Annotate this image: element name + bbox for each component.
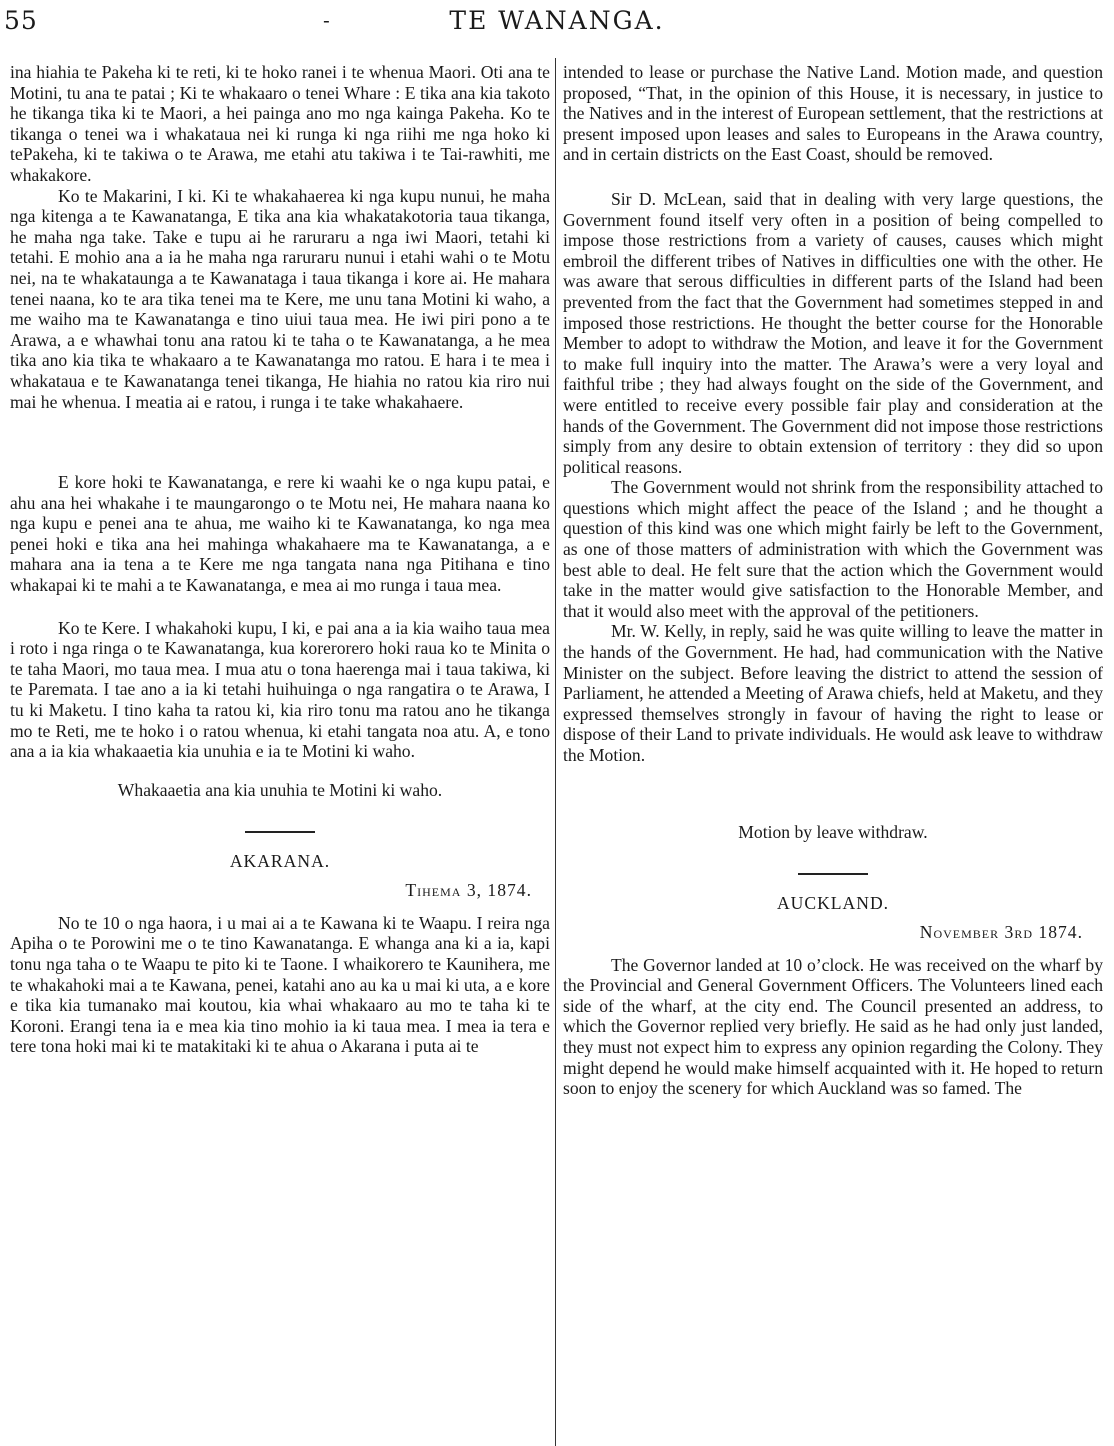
paragraph: Ko te Kere. I whakahoki kupu, I ki, e pai ana a ia kia waiho taua mea i roto i nga ringa o te Kawanatanga, kua korerorero hoki raua ko te Minita o te taha Maori, mo taua mea. I mua atu o tona haerenga mai i taua takiwa, ki te Paremata. I tae ano a ia ki tetahi huihuinga o nga rangatira o te Arawa, I tu ki Maketu. I tino kaha ta ratou ki, kia riro tonu ma ratou ano he tikanga mo te Reti, me te hoko i o ratou whenua, ki etahi tangata noa atu. A, e tono ana a ia kia whakaaetia kia unuhia e ia te Motini ki waho. [10,617,550,762]
section-title: AUCKLAND. [776,892,890,913]
paragraph: ina hiahia te Pakeha ki te reti, ki te hoko ranei i te whenua Maori. Oti ana te Motini, tu ana te patai ; Ki te whakaaro o tenei Whare : E tika ana kia takoto he tikanga tika ki te Maori, a hei painga ano mo nga kainga Pakeha. Ko te tikanga o tenei wa i whakataua nei ki runga ki nga riihi me nga hoko ki tePakeha, ki te takiwa o te Arawa, me etahi atu takiwa i te Tai-rawhiti, me whakakore. [10,62,550,185]
page-header [0,0,1114,40]
paragraph: Mr. W. Kelly, in reply, said he was quite willing to leave the matter in the hands of the Government. He had, had communication with the Native Minister on the subject. Before leaving the district to attend the session of Parliament, he attended a Meeting of Arawa chiefs, held at Maketu, and they expressed themselves strongly in favour of having the right to lease or dispose of their Land to private individuals. He would ask leave to withdraw the Motion. [563,621,1103,765]
paragraph: intended to lease or purchase the Native Land. Motion made, and question proposed, “That, in the opinion of this House, it is necessary, in justice to the Natives and in the interest of European settlement, that the restrictions at present imposed upon leases and sales to Europeans in the Arawa country, and in certain districts on the East Coast, should be removed. [563,62,1103,165]
paragraph: Ko te Makarini, I ki. Ki te whakahaerea ki nga kupu nunui, he maha nga kitenga a te Kawanatanga, E tika ana kia whakatakotoria taua tikanga, he maha nga take. Take e tupu ai he raruraru a nga iwi Maori, tetahi ki tetahi. E mohio ana a ia he maha nga raruraru nunui i etahi wahi o te Motu nei, na te whakataunga a te Kawanataga i taua tikanga i kore ai. He mahara tenei naana, ko te ara tika tenei ma te Kere, me unu tana Motini ki waho, a me waiho ma te Kawanatanga e tino uiui taua mea. He iwi piri pono a te Arawa, a e whawhai tonu ana ratou ki te taha o te Kawanatanga, a he mea tika ano kia tika te whakaaro a te Kawanatanga mo ratou. E hara i te mea i whakataua e te Kawanatanga tenei tikanga, He hiahia no ratou kia riro nui mai he whenua. I meatia ai e ratou, i runga i te take whakahaere. [10,185,550,412]
header-dash: - [323,8,330,32]
page-number: 55 [4,6,38,35]
section-divider [245,831,315,833]
right-column-english [563,62,1103,1446]
paragraph: The Governor landed at 10 o’clock. He was received on the wharf by the Provincial and General Government Officers. The Volunteers lined each side of the wharf, at the city end. The Council presented an address, to which the Governor replied very briefly. He said as he had only just landed, they must not expect him to express any opinion regarding the Colony. They might depend he would make himself acquainted with it. He hoped to return soon to enjoy the scenery for which Auckland was so famed. The [563,954,1103,1099]
closing-line: Motion by leave withdraw. [738,821,928,842]
left-column-maori [10,62,550,1446]
paragraph: E kore hoki te Kawanatanga, e rere ki waahi ke o nga kupu patai, e ahu ana hei whakahe i te maungarongo o te Motu nei, He mahara naana ko nga kupu e penei ana te ahua, me waiho ki te Kawanatanga, ko nga mea penei hoki e tika ana hei mahinga whakahaere ma te Kawanatanga, a e mahara ana ia tena a te Kere me nga tangata nana nga Pitihana e tino whakapai ki te mahi a te Kawanatanga, e mea ai mo runga i taua mea. [10,472,550,596]
dateline: Tihema 3, 1874. [405,879,532,900]
paragraph: No te 10 o nga haora, i u mai ai a te Kawana ki te Waapu. I reira nga Apiha o te Porowini me o te tino Kawanatanga. E whanga ana ki a ia, kapi tonu nga taha o te Waapu te pito ki te Taone. I whaikorero te Kaunihera, me te whakahoki mai a te Kawana, penei, katahi ano au ka u mai ki uta, a e kore e tika kia tumanako mai koutou, kia whai whakaaro au mo te taha ki te Koroni. Erangi tena ia e mea kia tino mohio ia ki taua mea. I mea ia tera e tere tona hoki mai ki te matakitaki ki te ahua o Akarana i puta ai te [10,912,550,1057]
paragraph: Sir D. McLean, said that in dealing with very large questions, the Government found itself very often in a position of being compelled to impose those restrictions from a variety of causes, causes which might embroil the different tribes of Natives in difficulties one with the other. He was aware that serous difficulties in different parts of the Island had been prevented from the fact that the Government had sometimes stepped in and imposed those restrictions. He thought the better course for the Honorable Member to adopt to withdraw the Motion, and leave it for the Government to make full inquiry into the matter. The Arawa’s were a very loyal and faithful tribe ; they had always fought on the side of the Government, and were entitled to receive every possible fair play and consideration at the hands of the Government. The Government did not impose those restrictions simply from any desire to obtain extension of territory : they did so upon political reasons. [563,188,1103,477]
section-title: AKARANA. [229,850,331,871]
closing-line: Whakaaetia ana kia unuhia te Motini ki waho. [117,779,443,800]
paragraph: The Government would not shrink from the responsibility attached to questions which might affect the peace of the Island ; and he thought a question of this kind was one which might fairly be left to the Government, as one of those matters of administration with which the Government was best able to deal. He felt sure that the action which the Government would take in the matter would give satisfaction to the Honorable Member, and that it would also meet with the approval of the petitioners. [563,477,1103,621]
column-divider [555,58,556,1446]
newspaper-title: TE WANANGA. [449,6,665,35]
dateline: November 3rd 1874. [919,921,1083,942]
section-divider [798,873,868,875]
